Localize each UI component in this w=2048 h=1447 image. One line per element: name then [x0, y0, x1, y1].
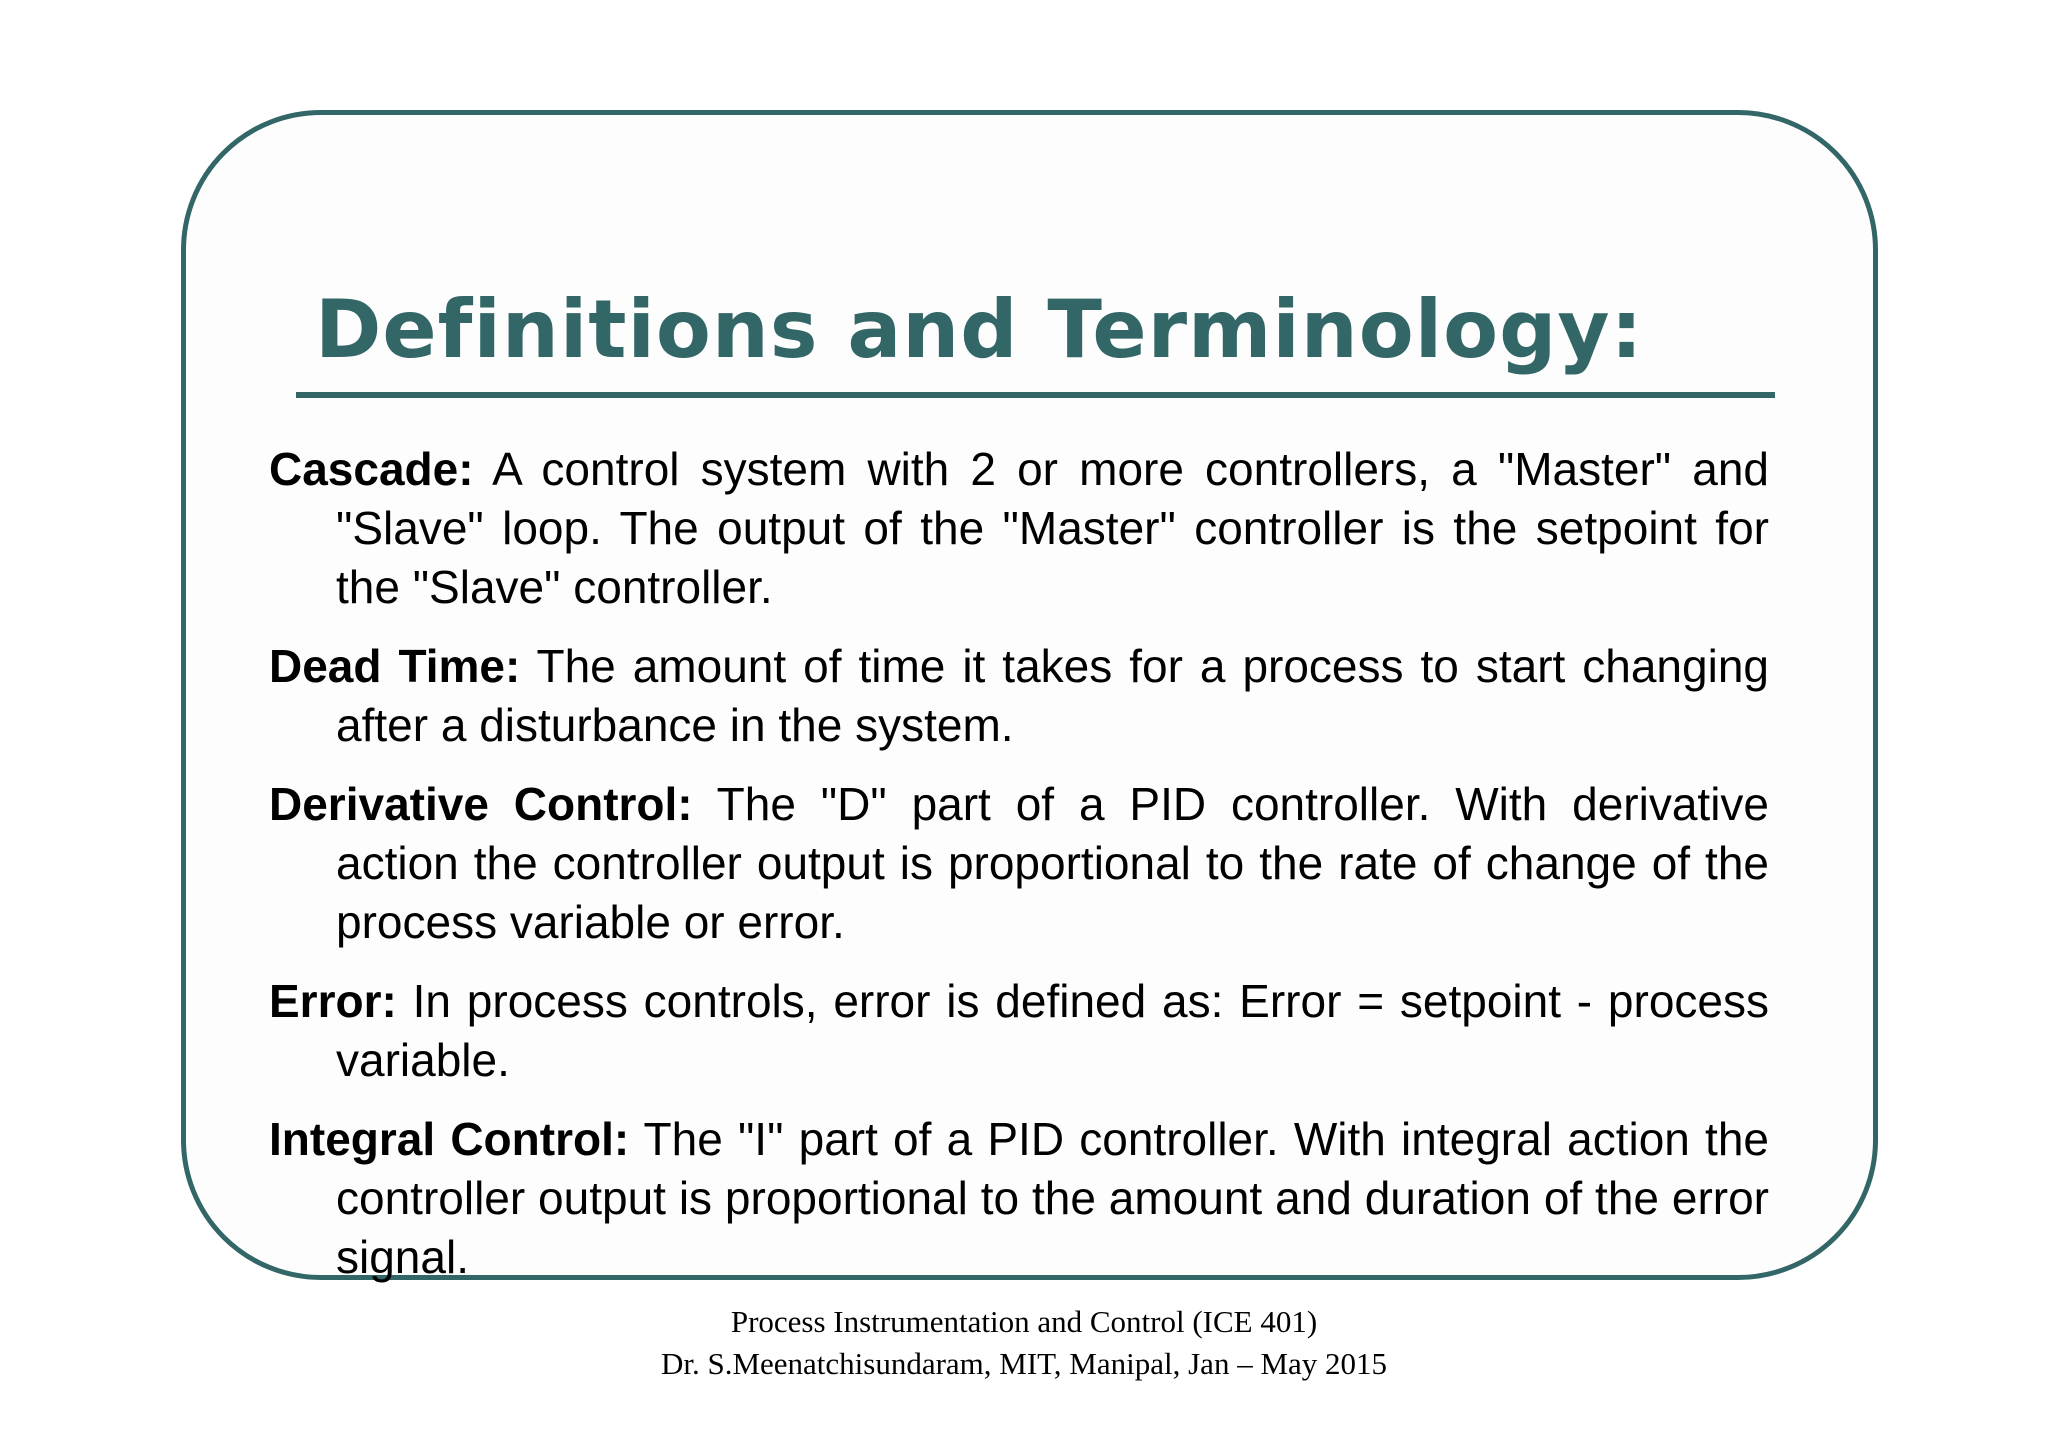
- title-underline: [296, 392, 1775, 398]
- definition-term: Derivative Control:: [269, 778, 693, 830]
- definition-text: In process controls, error is defined as: Error = setpoint - process variable.: [336, 975, 1770, 1086]
- definition-term: Dead Time:: [269, 640, 521, 692]
- definition-list: [269, 440, 1769, 1307]
- definition-text: The "D" part of a PID controller. With derivative action the controller output is proportional to the rate of change of the process variable or error.: [336, 778, 1769, 948]
- definition-term: Cascade:: [269, 443, 474, 495]
- footer-course: Process Instrumentation and Control (ICE 401): [730, 1304, 1318, 1339]
- definition-integral-control: [269, 1110, 1769, 1287]
- definition-derivative-control: [269, 775, 1769, 952]
- definition-text: The "I" part of a PID controller. With integral action the controller output is proportional to the amount and duration of the error signal.: [336, 1113, 1769, 1283]
- slide-title: Definitions and Terminology:: [315, 283, 1644, 376]
- definition-text: A control system with 2 or more controllers, a "Master" and "Slave" loop. The output of the "Master" controller is the setpoint for the "Slave" controller.: [336, 443, 1769, 613]
- definition-dead-time: [269, 637, 1769, 755]
- footer-author: Dr. S.Meenatchisundaram, MIT, Manipal, Jan – May 2015: [660, 1346, 1388, 1381]
- definition-text: The amount of time it takes for a process to start changing after a disturbance in the system.: [336, 640, 1769, 751]
- definition-term: Integral Control:: [269, 1113, 630, 1165]
- definition-error: [269, 972, 1769, 1090]
- definition-term: Error:: [269, 975, 397, 1027]
- definition-cascade: [269, 440, 1769, 617]
